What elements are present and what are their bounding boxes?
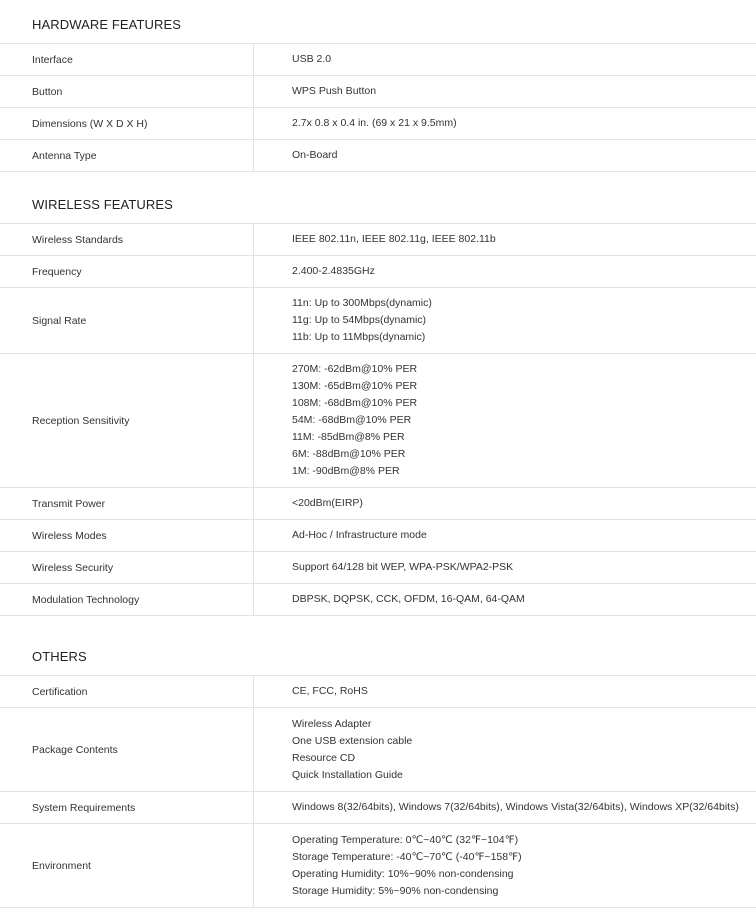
spec-value-line: 2.7x 0.8 x 0.4 in. (69 x 21 x 9.5mm) <box>292 117 457 129</box>
spec-label: Wireless Security <box>0 552 254 583</box>
spec-value-line: 11g: Up to 54Mbps(dynamic) <box>292 314 427 326</box>
spec-label: Signal Rate <box>0 288 254 353</box>
section-title-text: HARDWARE FEATURES <box>32 17 182 32</box>
spec-value <box>254 288 756 353</box>
spec-value <box>254 488 756 519</box>
spec-row-interface <box>0 44 756 76</box>
spec-value <box>254 552 756 583</box>
section-others <box>0 616 756 908</box>
spec-value-line: IEEE 802.11n, IEEE 802.11g, IEEE 802.11b <box>292 233 496 245</box>
spec-row-frequency <box>0 256 756 288</box>
spec-value <box>254 676 756 707</box>
spec-label: Interface <box>0 44 254 75</box>
spec-value-line: One USB extension cable <box>292 734 413 747</box>
spec-value <box>254 708 756 791</box>
spec-value-line: 130M: -65dBm@10% PER <box>292 380 418 392</box>
spec-row-wireless-security <box>0 552 756 584</box>
spec-label: Wireless Standards <box>0 224 254 255</box>
spec-row-signal-rate <box>0 288 756 354</box>
spec-value-line: Ad-Hoc / Infrastructure mode <box>292 529 427 541</box>
spec-row-system-requirements <box>0 792 756 824</box>
spec-label: Frequency <box>0 256 254 287</box>
spec-value <box>254 76 756 107</box>
spec-value-line: Resource CD <box>292 751 356 764</box>
spec-value-line: On-Board <box>292 149 338 161</box>
spec-table <box>0 224 756 616</box>
spec-row-transmit-power <box>0 488 756 520</box>
spec-value-line: Storage Humidity: 5%~90% non-condensing <box>292 884 499 897</box>
section-title <box>0 616 756 676</box>
spec-value-line: CE, FCC, RoHS <box>292 685 368 697</box>
spec-value-line: USB 2.0 <box>292 53 332 65</box>
spec-label: Modulation Technology <box>0 584 254 615</box>
spec-value-line: 1M: -90dBm@8% PER <box>292 465 400 477</box>
spec-row-wireless-modes <box>0 520 756 552</box>
spec-value-line: Operating Temperature: 0℃~40℃ (32℉~104℉) <box>292 833 519 846</box>
spec-label: Dimensions (W X D X H) <box>0 108 254 139</box>
spec-row-button <box>0 76 756 108</box>
spec-row-dimensions <box>0 108 756 140</box>
spec-label: System Requirements <box>0 792 254 823</box>
spec-row-certification <box>0 676 756 708</box>
spec-value-line: Support 64/128 bit WEP, WPA-PSK/WPA2-PSK <box>292 561 514 573</box>
section-wireless-features <box>0 172 756 616</box>
spec-value-line: 108M: -68dBm@10% PER <box>292 397 418 409</box>
spec-value <box>254 108 756 139</box>
spec-value <box>254 792 756 823</box>
spec-value <box>254 584 756 615</box>
spec-label: Wireless Modes <box>0 520 254 551</box>
spec-value <box>254 140 756 171</box>
spec-value-line: 11n: Up to 300Mbps(dynamic) <box>292 297 432 309</box>
spec-value <box>254 354 756 487</box>
spec-value-line: 2.400-2.4835GHz <box>292 265 375 277</box>
spec-value-line: <20dBm(EIRP) <box>292 497 363 509</box>
spec-value <box>254 256 756 287</box>
section-title <box>0 0 756 44</box>
spec-label: Transmit Power <box>0 488 254 519</box>
spec-value-line: DBPSK, DQPSK, CCK, OFDM, 16-QAM, 64-QAM <box>292 593 525 605</box>
spec-value-line: WPS Push Button <box>292 85 377 97</box>
spec-row-antenna-type <box>0 140 756 172</box>
spec-value <box>254 520 756 551</box>
spec-value-line: 11b: Up to 11Mbps(dynamic) <box>292 331 426 343</box>
spec-label: Button <box>0 76 254 107</box>
spec-row-reception-sensitivity <box>0 354 756 488</box>
spec-row-modulation-technology <box>0 584 756 616</box>
spec-value <box>254 224 756 255</box>
spec-value-line: 54M: -68dBm@10% PER <box>292 414 412 426</box>
spec-label: Environment <box>0 824 254 907</box>
section-title-text: OTHERS <box>32 649 87 664</box>
spec-value <box>254 824 756 907</box>
spec-value-line: Quick Installation Guide <box>292 768 403 781</box>
spec-value-line: Wireless Adapter <box>292 717 372 730</box>
spec-value-line: Operating Humidity: 10%~90% non-condensing <box>292 867 514 880</box>
spec-value-line: 11M: -85dBm@8% PER <box>292 431 405 443</box>
spec-value-line: Windows 8(32/64bits), Windows 7(32/64bits), Windows Vista(32/64bits), Windows XP(32/64bits) <box>292 801 739 813</box>
spec-row-package-contents <box>0 708 756 792</box>
section-title-text: WIRELESS FEATURES <box>32 197 173 212</box>
spec-value-line: 6M: -88dBm@10% PER <box>292 448 406 460</box>
spec-row-environment <box>0 824 756 908</box>
section-title <box>0 172 756 224</box>
spec-value <box>254 44 756 75</box>
spec-table <box>0 676 756 908</box>
spec-label: Reception Sensitivity <box>0 354 254 487</box>
spec-label: Certification <box>0 676 254 707</box>
spec-value-line: Storage Temperature: -40℃~70℃ (-40℉~158℉) <box>292 850 522 863</box>
spec-value-line: 270M: -62dBm@10% PER <box>292 363 418 375</box>
section-hardware-features <box>0 0 756 172</box>
spec-label: Package Contents <box>0 708 254 791</box>
spec-row-wireless-standards <box>0 224 756 256</box>
spec-table <box>0 44 756 172</box>
spec-label: Antenna Type <box>0 140 254 171</box>
